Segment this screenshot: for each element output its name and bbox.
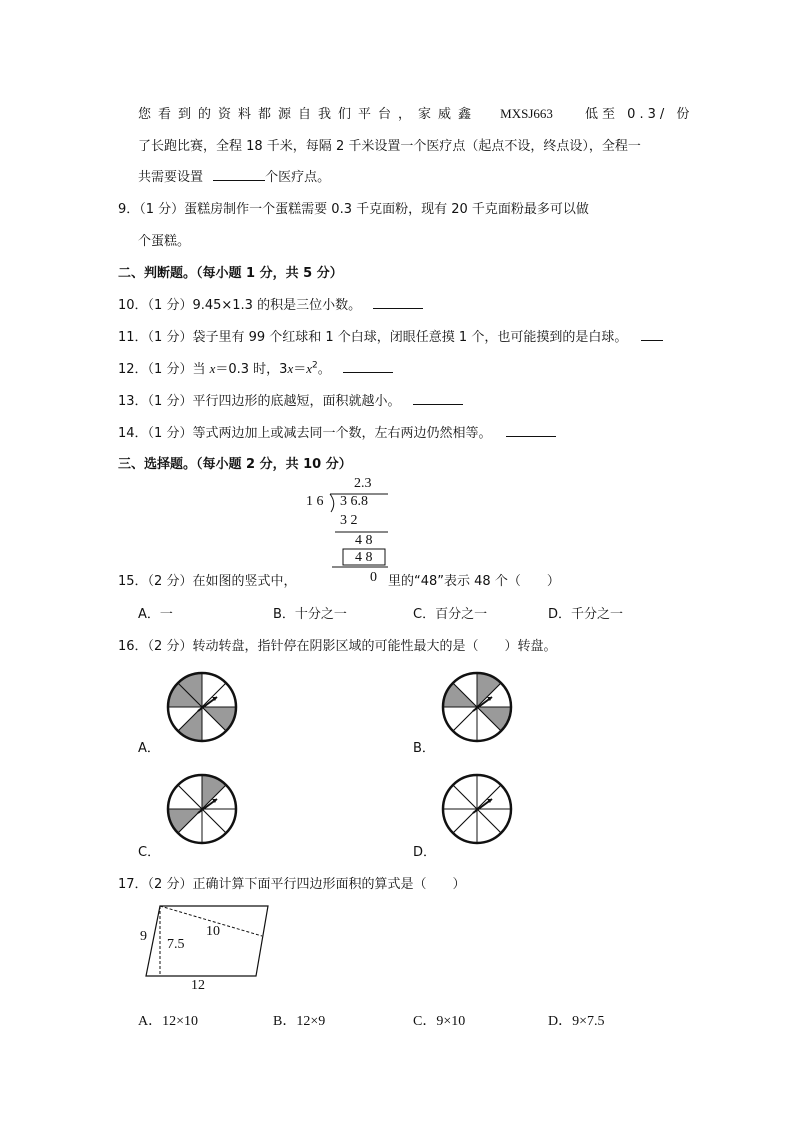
- q8-watermark-text: 您看到的资料都源自我们平台，家威鑫: [138, 107, 479, 122]
- parallelogram-height-label: 7.5: [167, 937, 185, 952]
- spinner-c[interactable]: [166, 773, 238, 845]
- q16-text: 16．（2 分）转动转盘，指针停在阴影区域的可能性最大的是（ ）转盘。: [118, 639, 557, 654]
- q15-option-c[interactable]: C．百分之一: [413, 607, 488, 622]
- division-subtract-2-boxed: 4 8: [355, 550, 373, 565]
- question-13: [118, 390, 463, 409]
- parallelogram-base-label: 12: [191, 978, 205, 993]
- q8-line3-text: 共需要设置: [138, 170, 204, 185]
- q9-line2: 个蛋糕。: [138, 234, 191, 249]
- q8-line3-end: 个医疗点。: [265, 170, 331, 185]
- spinner-d-label: D．: [413, 845, 437, 860]
- q17-option-c[interactable]: C．9×10: [413, 1014, 466, 1029]
- q12-text-d: 。: [317, 362, 331, 377]
- division-quotient: 2.3: [354, 476, 372, 491]
- q12-exponent: 2: [312, 360, 318, 371]
- q12-text-a: 12．（1 分）当: [118, 362, 210, 377]
- q8-code: MXSJ663: [500, 106, 553, 121]
- division-remainder-1: 4 8: [355, 533, 373, 548]
- division-subtract-1: 3 2: [340, 513, 358, 528]
- q12-text-b: ＝0.3 时，3: [215, 362, 288, 377]
- q8-line1: [138, 103, 693, 122]
- parallelogram-side-label: 9: [140, 929, 147, 944]
- parallelogram-figure: [138, 900, 278, 980]
- q9-line1: 9．（1 分）蛋糕房制作一个蛋糕需要 0.3 千克面粉，现有 20 千克面粉最多可以做: [118, 202, 589, 217]
- q15-option-d[interactable]: D．千分之一: [548, 607, 624, 622]
- q12-var-x: x: [209, 361, 216, 376]
- q17-option-d[interactable]: D．9×7.5: [548, 1014, 605, 1029]
- q13-text: 13．（1 分）平行四边形的底越短，面积就越小。: [118, 394, 401, 409]
- q14-text: 14．（1 分）等式两边加上或减去同一个数，左右两边仍然相等。: [118, 426, 492, 441]
- question-10: [118, 294, 423, 313]
- question-14: [118, 422, 556, 441]
- q8-answer-blank[interactable]: [213, 168, 265, 181]
- q15-text-a: 15．（2 分）在如图的竖式中，: [118, 574, 297, 589]
- q11-answer-blank[interactable]: [641, 328, 663, 341]
- q14-answer-blank[interactable]: [506, 424, 556, 437]
- q12-text-c: ＝: [293, 362, 307, 377]
- q10-text: 10．（1 分）9.45×1.3 的积是三位小数。: [118, 298, 362, 313]
- q15-option-a[interactable]: A．一: [138, 607, 173, 622]
- q15-option-b[interactable]: B．十分之一: [273, 607, 347, 622]
- spinner-c-label: C．: [138, 845, 161, 860]
- q15-text-b: 里的“48”表示 48 个（ ）: [388, 574, 560, 589]
- section-heading-choice: 三、选择题。（每小题 2 分，共 10 分）: [118, 457, 352, 472]
- q8-line3: [138, 166, 330, 185]
- q10-answer-blank[interactable]: [373, 296, 423, 309]
- q12-var-x: x: [306, 361, 313, 376]
- division-dividend: 3 6.8: [340, 494, 368, 509]
- question-11: [118, 326, 663, 345]
- spinner-b-label: B．: [413, 741, 435, 756]
- q12-answer-blank[interactable]: [343, 360, 393, 373]
- q12-var-x: x: [287, 361, 294, 376]
- spinner-b[interactable]: [441, 671, 513, 743]
- q13-answer-blank[interactable]: [413, 392, 463, 405]
- q8-line2: 了长跑比赛，全程 18 千米，每隔 2 千米设置一个医疗点（起点不设，终点设），全程一: [138, 139, 641, 154]
- parallelogram-slant-label: 10: [206, 924, 220, 939]
- spinner-a[interactable]: [166, 671, 238, 743]
- q8-price: 低至 0.3/ 份: [585, 107, 694, 122]
- question-12: [118, 358, 393, 377]
- q17-option-b[interactable]: B．12×9: [273, 1014, 326, 1029]
- q17-text: 17．（2 分）正确计算下面平行四边形面积的算式是（ ）: [118, 877, 466, 892]
- spinner-d[interactable]: [441, 773, 513, 845]
- division-remainder-2: 0: [370, 570, 377, 585]
- spinner-a-label: A．: [138, 741, 160, 756]
- section-heading-judgment: 二、判断题。（每小题 1 分，共 5 分）: [118, 266, 343, 281]
- q11-text: 11．（1 分）袋子里有 99 个红球和 1 个白球，闭眼任意摸 1 个，也可能摸到的是白球。: [118, 330, 628, 345]
- division-divisor: 1 6: [306, 494, 324, 509]
- q17-option-a[interactable]: A．12×10: [138, 1014, 199, 1029]
